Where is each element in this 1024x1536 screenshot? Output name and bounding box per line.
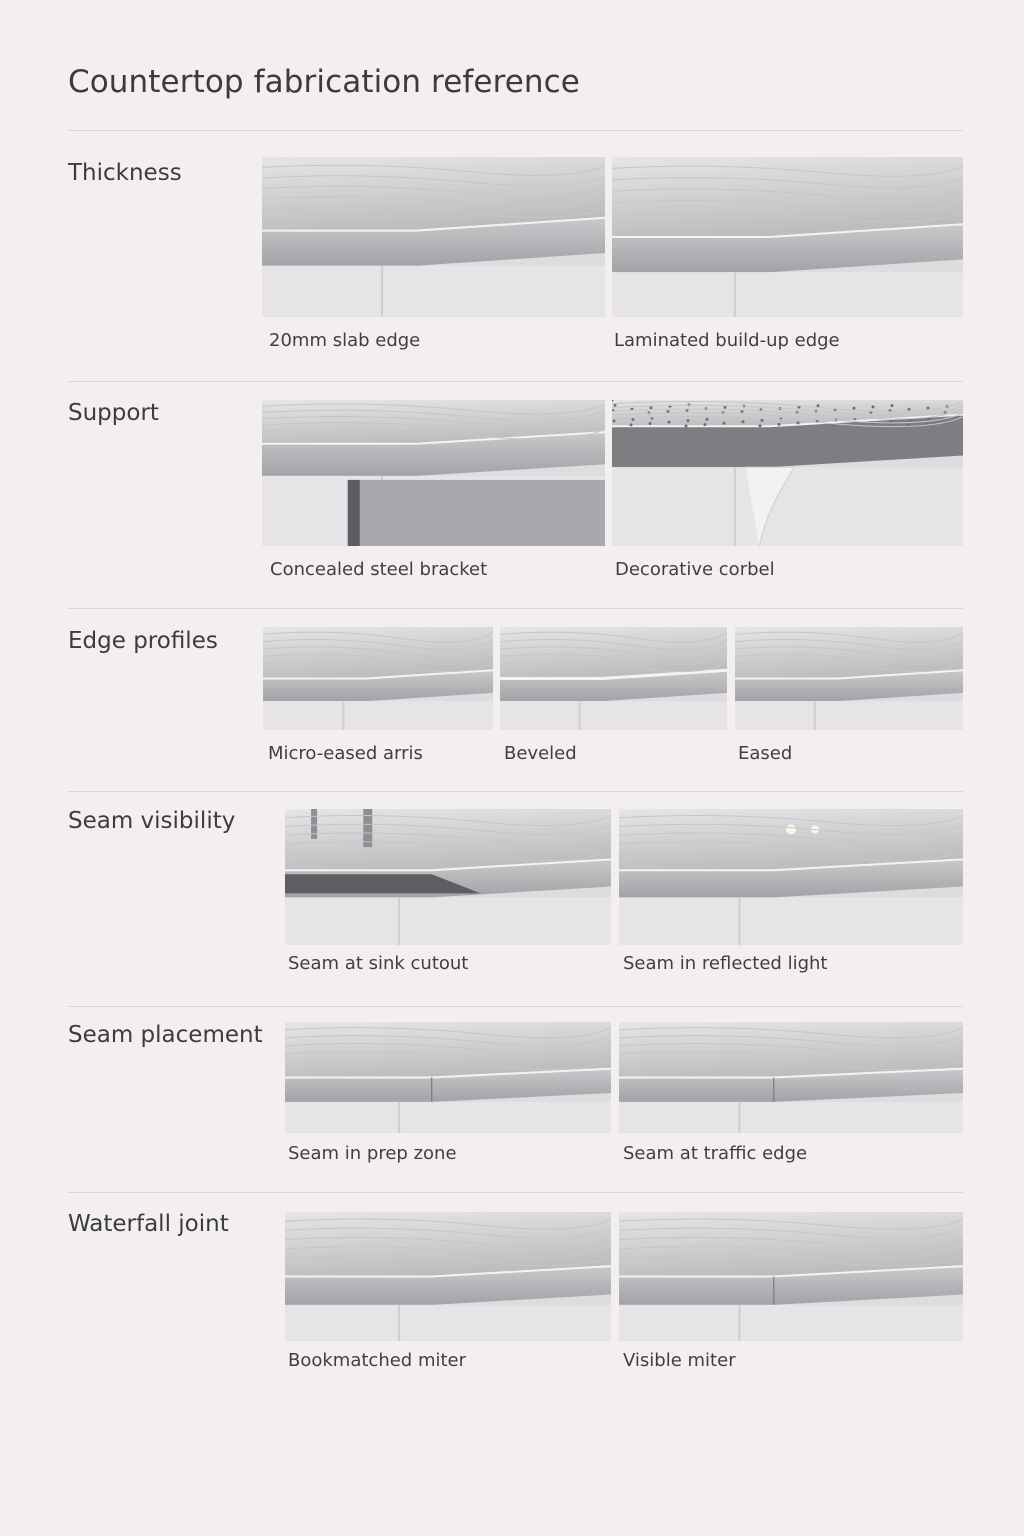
divider [68,381,963,382]
caption-micro-eased: Micro-eased arris [268,743,423,764]
caption-corbel: Decorative corbel [615,559,775,580]
section-label-edge-profiles: Edge profiles [68,628,218,654]
sink-seam-photo [285,809,611,945]
divider [68,1006,963,1007]
bookmatched-miter-photo [285,1212,611,1341]
section-label-support: Support [68,400,159,426]
caption-prep-seam: Seam in prep zone [288,1143,457,1164]
page-title: Countertop fabrication reference [68,64,580,100]
corbel-photo [612,400,963,546]
section-label-seam-placement: Seam placement [68,1022,263,1048]
beveled-photo [500,627,727,730]
divider [68,1192,963,1193]
reflected-seam-photo [619,809,963,945]
section-label-seam-visibility: Seam visibility [68,808,236,834]
laminated-edge-photo [612,157,963,317]
section-label-waterfall-joint: Waterfall joint [68,1211,229,1237]
caption-thin-slab-edge: 20mm slab edge [269,330,421,351]
divider [68,791,963,792]
caption-steel-bracket: Concealed steel bracket [270,559,488,580]
caption-visible-miter: Visible miter [623,1350,736,1371]
eased-photo [735,627,963,730]
caption-sink-seam: Seam at sink cutout [288,953,469,974]
steel-bracket-photo [262,400,605,546]
caption-reflected-seam: Seam in reflected light [623,953,828,974]
visible-miter-photo [619,1212,963,1341]
divider [68,130,963,131]
caption-bookmatched-miter: Bookmatched miter [288,1350,467,1371]
thin-slab-edge-photo [262,157,605,317]
micro-eased-photo [263,627,493,730]
caption-laminated-edge: Laminated build-up edge [614,330,840,351]
divider [68,608,963,609]
traffic-seam-photo [619,1022,963,1133]
caption-eased: Eased [738,743,793,764]
caption-beveled: Beveled [504,743,577,764]
prep-seam-photo [285,1022,611,1133]
caption-traffic-seam: Seam at traffic edge [623,1143,808,1164]
section-label-thickness: Thickness [68,160,182,186]
